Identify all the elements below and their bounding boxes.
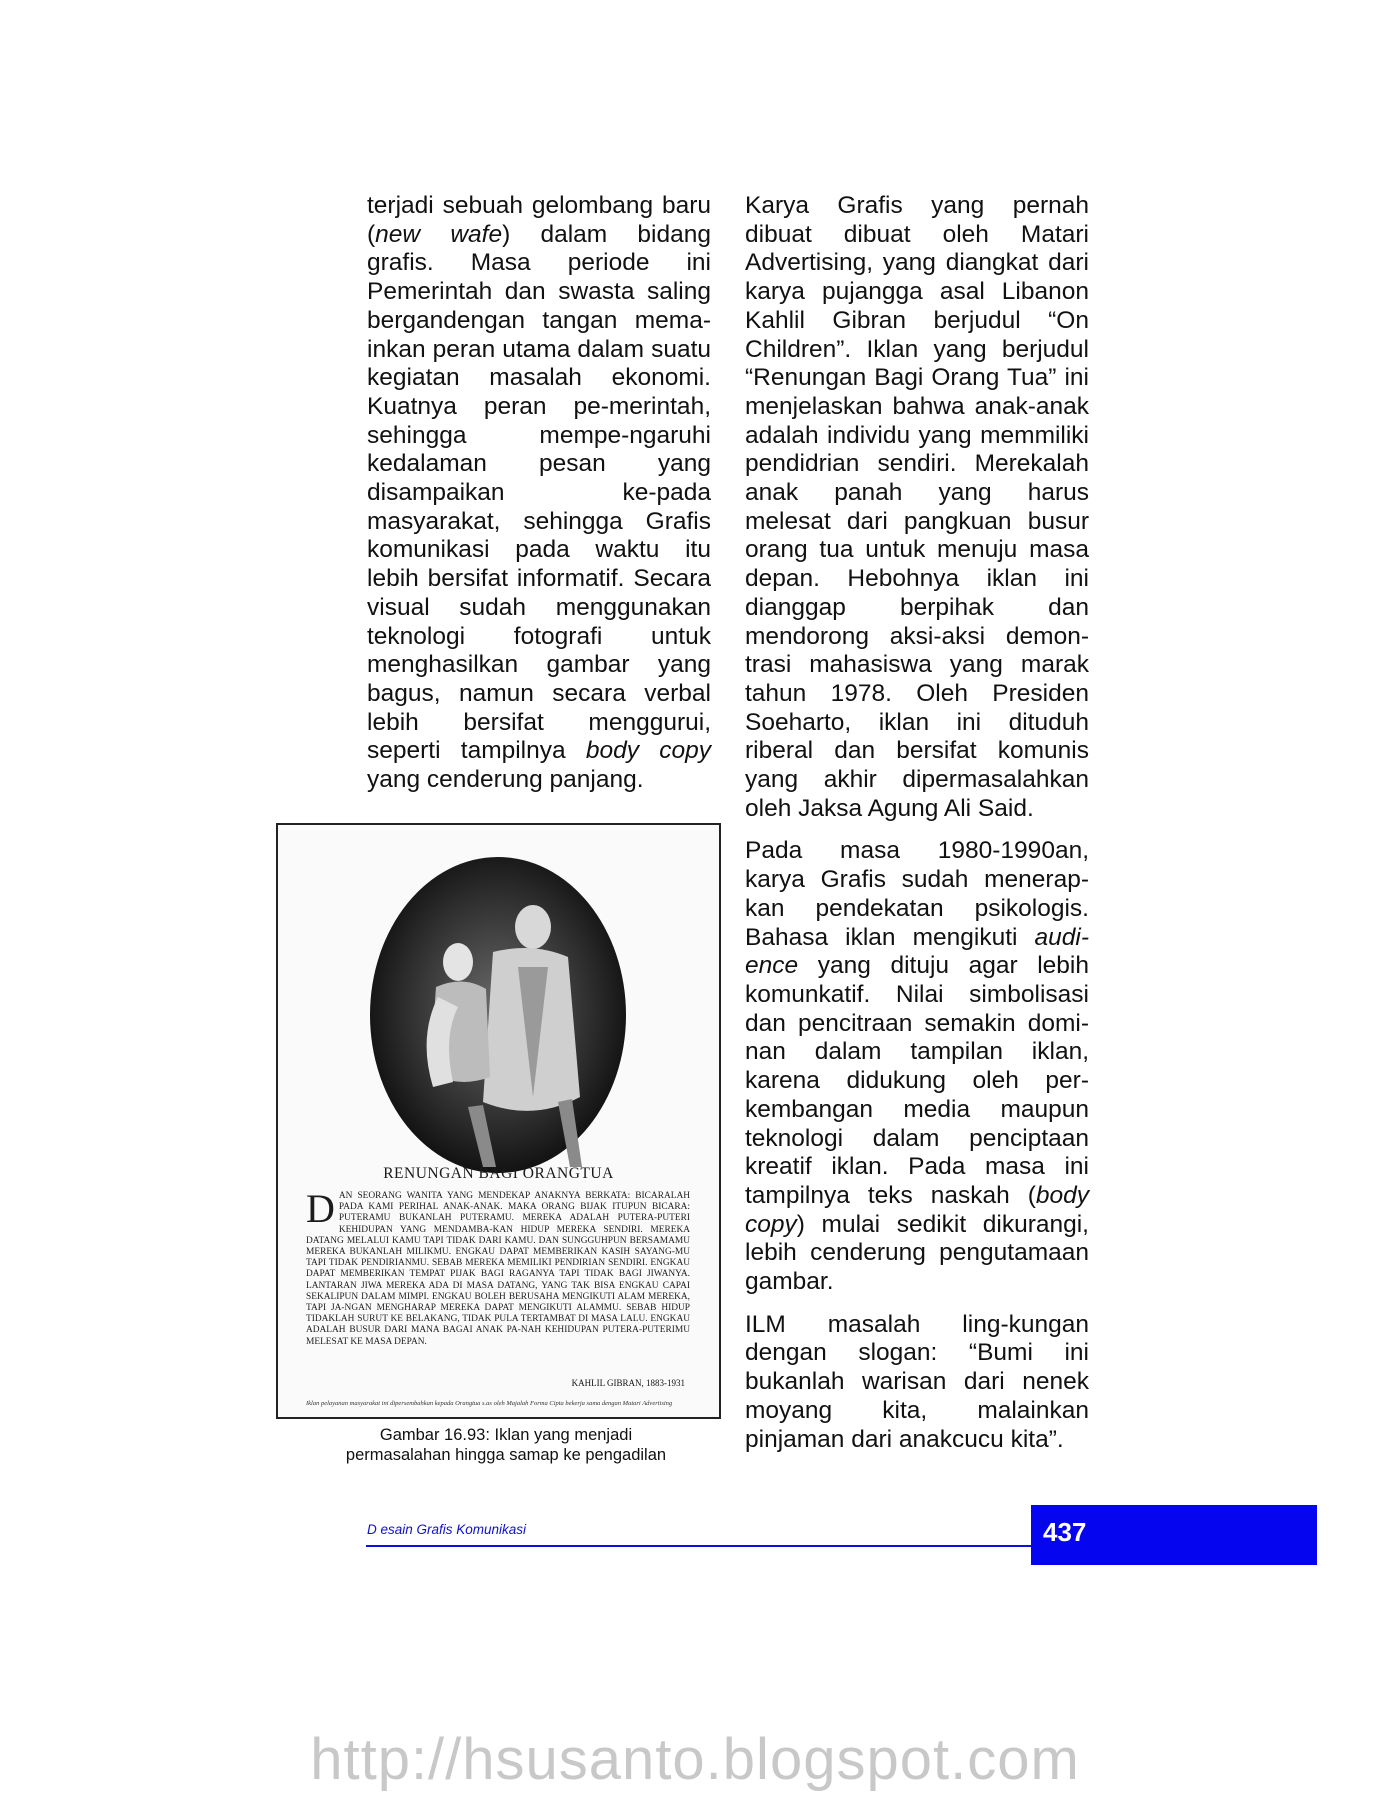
emphasis-new-wafe: new wafe [375, 220, 503, 248]
page-number: 437 [1043, 1517, 1087, 1547]
watermark-url: http://hsusanto.blogspot.com [310, 1727, 1080, 1792]
emphasis-body-copy: body copy [745, 1181, 1089, 1238]
mother-child-photo [318, 847, 678, 1187]
ad-body-copy: DAN SEORANG WANITA YANG MENDEKAP ANAKNYA BERKATA: BICARALAH PADA KAMI PERIHAL ANAK-ANAK. MAKA ORANG BIJAK ITUPUN BICARA: PUTERAMU BUKANLAH PUTERAMU. MEREKA ADALAH PUTERA-PUTERI KEHIDUPAN YANG MENDAMBA-KAN HIDUP MEREKA SENDIRI. MEREKA DATANG MELALUI KAMU TAPI TIDAK DARI KAMU. DAN SUNGGUHPUN BERSAMAMU MEREKA BUKANLAH MILIKMU. ENGKAU DAPAT MEMBERIKAN KASIH SAYANG-MU TAPI TIDAK PENDIRIANMU. SEBAB MEREKA MEMILIKI PENDIRIAN SENDIRI. ENGKAU DAPAT MEMBERIKAN TEMPAT PIJAK BAGI RAGANYA TAPI TIDAK BAGI JIWANYA. LANTARAN JIWA MEREKA ADA DI MASA DATANG, YANG TAK BISA ENGKAU CAPAI SEKALIPUN DALAM MIMPI. ENGKAU BOLEH BERUSAHA MENGIKUTI ALAM MEREKA, TAPI JA-NGAN MENGHARAP MEREKA DAPAT MENGIKUTI ALAMMU. SEBAB HIDUP TIDAKLAH SURUT KE BELAKANG, TIDAK PULA TERTAMBAT DI MASA LALU. ENGKAU ADALAH BUSUR DARI MANA BAGAI ANAK PA-NAH KEHIDUPAN PUTERA-PUTERIMU MELESAT KE MASA DEPAN. [306, 1186, 690, 1347]
right-paragraph-2: Pada masa 1980-1990an, karya Grafis sudah menerap-kan pendekatan psikologis. Bahasa iklan mengikuti audi-ence yang dituju agar lebih komunkatif. Nilai simbolisasi dan pencitraan semakin domi-nan dalam tampilan iklan, karena didukung oleh per-kembangan media maupun teknologi dalam penciptaan kreatif iklan. Pada masa ini tampilnya teks naskah (body copy) mulai sedikit dikurangi, lebih cenderung pengutamaan gambar. [745, 837, 1089, 1296]
emphasis-audience: audi-ence [745, 923, 1089, 980]
left-paragraph-1: terjadi sebuah gelombang baru (new wafe) dalam bidang grafis. Masa periode ini Pemerintah dan swasta saling bergandengan tangan mema-inkan peran utama dalam suatu kegiatan masalah ekonomi. Kuatnya peran pe-merintah, sehingga mempe-ngaruhi kedalaman pesan yang disampaikan ke-pada masyarakat, sehingga Grafis komunikasi pada waktu itu lebih bersifat informatif. Secara visual sudah menggunakan teknologi fotografi untuk menghasilkan gambar yang bagus, namun secara verbal lebih bersifat menggurui, seperti tampilnya body copy yang cenderung panjang. [367, 192, 711, 794]
figure-caption: Gambar 16.93: Iklan yang menjadi permasalahan hingga samap ke pengadilan [345, 1426, 667, 1464]
advertisement-figure [276, 823, 721, 1419]
right-paragraph-1: Karya Grafis yang pernah dibuat dibuat oleh Matari Advertising, yang diangkat dari karya pujangga asal Libanon Kahlil Gibran berjudul “On Children”. Iklan yang berjudul “Renungan Bagi Orang Tua” ini menjelaskan bahwa anak-anak adalah individu yang memmiliki pendidrian sendiri. Merekalah anak panah yang harus melesat dari pangkuan busur orang tua untuk menuju masa depan. Hebohnya iklan ini dianggap berpihak dan mendorong aksi-aksi demon-trasi mahasiswa yang marak tahun 1978. Oleh Presiden Soeharto, iklan ini dituduh riberal dan bersifat komunis yang akhir dipermasalahkan oleh Jaksa Agung Ali Said. [745, 192, 1089, 822]
left-text-column [367, 192, 711, 809]
right-paragraph-3: ILM masalah ling-kungan dengan slogan: “Bumi ini bukanlah warisan dari nenek moyang kita, malainkan pinjaman dari anakcucu kita”. [745, 1310, 1089, 1453]
book-title: D esain Grafis Komunikasi [367, 1522, 527, 1537]
ad-credit: KAHLIL GIBRAN, 1883-1931 [571, 1378, 685, 1388]
right-text-column [745, 192, 1089, 1468]
drop-cap: D [306, 1186, 335, 1231]
emphasis-body-copy: body copy [585, 737, 711, 765]
ad-title: RENUNGAN BAGI ORANGTUA [383, 1165, 614, 1182]
footer-rule [366, 1545, 1031, 1547]
ad-footnote: Iklan pelayanan masyarakat ini dipersembahkan kepada Orangtua s.as oleh Majalah Forma Cipta bekerja sama dengan Matari Advertising [306, 1400, 673, 1407]
